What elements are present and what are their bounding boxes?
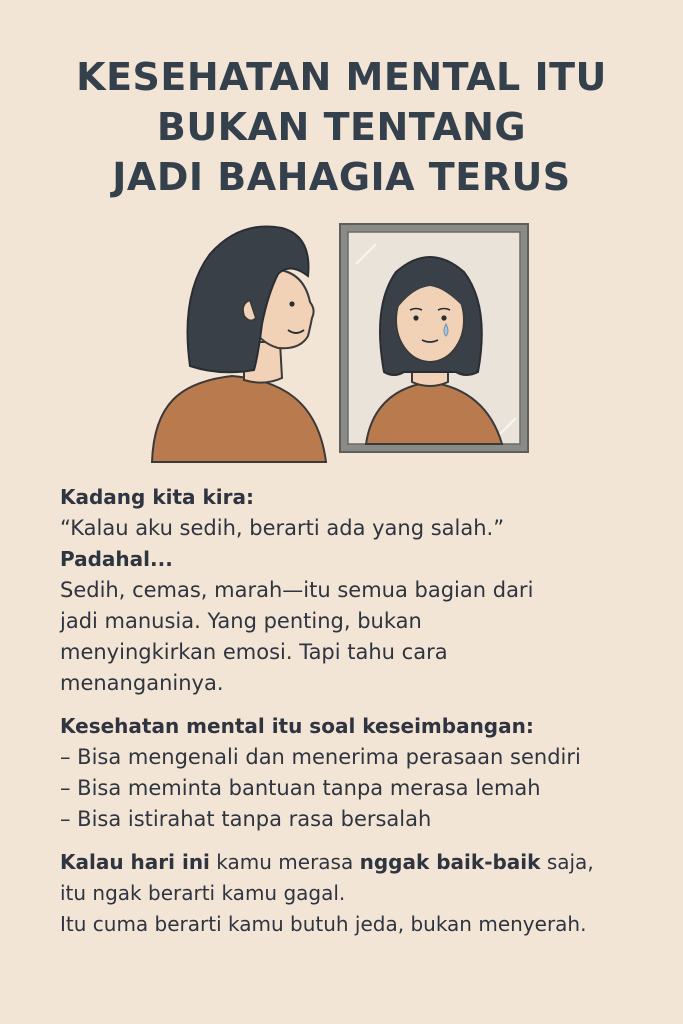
closing-line-2: itu ngak berarti kamu gagal. — [60, 881, 346, 905]
list-item-3: – Bisa istirahat tanpa rasa bersalah — [60, 807, 432, 831]
section1-body-line-3: menyingkirkan emosi. Tapi tahu cara — [60, 640, 448, 664]
closing-normal-a: kamu merasa — [209, 850, 360, 874]
mirror-reflection-illustration — [140, 214, 540, 464]
list-item-2: – Bisa meminta bantuan tanpa merasa lemah — [60, 776, 541, 800]
title-line-1: KESEHATAN MENTAL ITU — [76, 55, 607, 99]
mirror-icon — [340, 224, 528, 452]
list-item-1: – Bisa mengenali dan menerima perasaan sendiri — [60, 745, 581, 769]
section1-body-line-2: jadi manusia. Yang penting, bukan — [60, 609, 422, 633]
closing-line-1 — [60, 847, 680, 878]
title-line-2: BUKAN TENTANG — [156, 105, 527, 149]
page-title — [0, 52, 683, 202]
closing-line-3: Itu cuma berarti kamu butuh jeda, bukan menyerah. — [60, 912, 587, 936]
section1-subheading: Padahal... — [60, 547, 173, 571]
closing — [60, 847, 680, 940]
section1-body-line-4: menanganinya. — [60, 671, 224, 695]
section1-body-line-1: Sedih, cemas, marah—itu semua bagian dari — [60, 578, 534, 602]
closing-bold-b: nggak baik-baik — [359, 850, 541, 874]
section2-heading: Kesehatan mental itu soal keseimbangan: — [60, 714, 534, 738]
woman-icon — [152, 226, 326, 462]
closing-normal-b: saja, — [540, 850, 594, 874]
content — [60, 482, 680, 940]
section1-quote: “Kalau aku sedih, berarti ada yang salah.” — [60, 516, 505, 540]
title-line-3: JADI BAHAGIA TERUS — [112, 155, 571, 199]
section1-heading: Kadang kita kira: — [60, 485, 255, 509]
closing-bold-a: Kalau hari ini — [60, 850, 210, 874]
illustration — [140, 214, 540, 464]
